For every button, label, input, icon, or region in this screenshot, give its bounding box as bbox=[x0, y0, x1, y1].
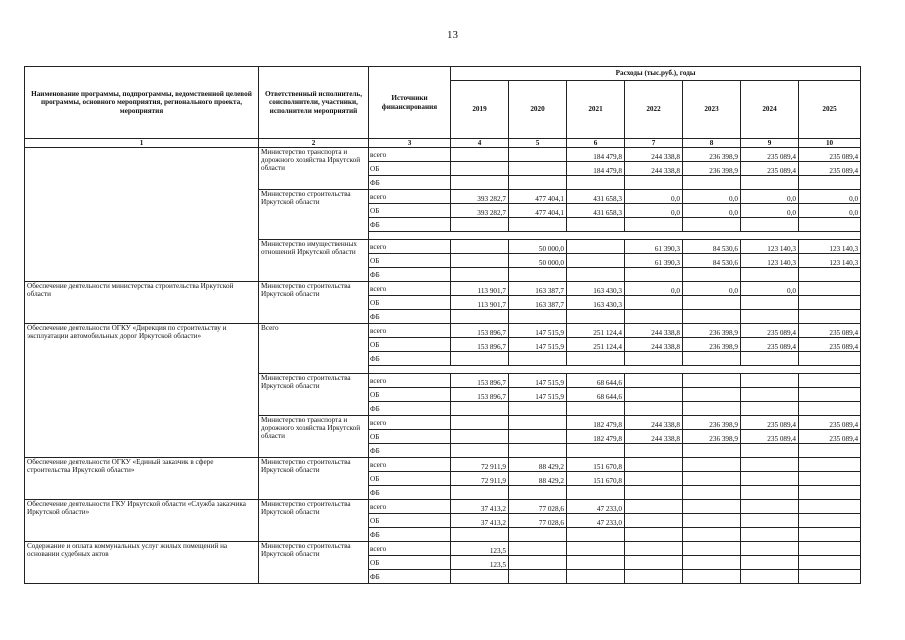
funding-source: ФБ bbox=[369, 310, 451, 324]
value-cell: 153 896,7 bbox=[451, 388, 509, 402]
value-cell bbox=[683, 570, 741, 584]
funding-source: всего bbox=[369, 416, 451, 430]
value-cell bbox=[625, 570, 683, 584]
value-cell: 235 089,4 bbox=[741, 430, 799, 444]
value-cell: 236 398,9 bbox=[683, 338, 741, 352]
table-row bbox=[25, 500, 861, 514]
measure-name: Обеспечение деятельности ГКУ Иркутской области «Служба заказчика Иркутской области» bbox=[25, 500, 259, 542]
value-cell bbox=[567, 528, 625, 542]
funding-source: ФБ bbox=[369, 486, 451, 500]
value-cell bbox=[451, 148, 509, 162]
value-cell bbox=[625, 296, 683, 310]
funding-source: ОБ bbox=[369, 254, 451, 268]
value-cell bbox=[451, 402, 509, 416]
value-cell bbox=[625, 388, 683, 402]
page-number: 13 bbox=[447, 29, 458, 41]
column-number: 2 bbox=[259, 139, 369, 148]
value-cell: 235 089,4 bbox=[799, 162, 861, 176]
value-cell bbox=[683, 310, 741, 324]
value-cell bbox=[509, 162, 567, 176]
funding-source: всего bbox=[369, 500, 451, 514]
header-executor: Ответственный исполнитель, соисполнители, участники, исполнители мероприятий bbox=[259, 67, 369, 139]
funding-source: всего bbox=[369, 458, 451, 472]
funding-source: ОБ bbox=[369, 162, 451, 176]
value-cell bbox=[683, 296, 741, 310]
value-cell: 182 479,8 bbox=[567, 430, 625, 444]
value-cell bbox=[451, 352, 509, 366]
value-cell bbox=[509, 218, 567, 232]
executor-name: Министерство строительства Иркутской области bbox=[259, 374, 369, 416]
value-cell bbox=[567, 542, 625, 556]
value-cell bbox=[451, 416, 509, 430]
value-cell bbox=[451, 268, 509, 282]
funding-source: всего bbox=[369, 542, 451, 556]
value-cell: 251 124,4 bbox=[567, 324, 625, 338]
value-cell: 147 515,9 bbox=[509, 338, 567, 352]
value-cell: 0,0 bbox=[741, 282, 799, 296]
value-cell bbox=[567, 402, 625, 416]
value-cell: 151 670,8 bbox=[567, 458, 625, 472]
header-year: 2022 bbox=[625, 81, 683, 139]
value-cell: 37 413,2 bbox=[451, 514, 509, 528]
value-cell: 236 398,9 bbox=[683, 430, 741, 444]
table-row bbox=[25, 324, 861, 338]
value-cell bbox=[683, 542, 741, 556]
value-cell bbox=[567, 218, 625, 232]
value-cell bbox=[799, 556, 861, 570]
value-cell: 0,0 bbox=[799, 190, 861, 204]
measure-name: Обеспечение деятельности ОГКУ «Дирекция по строительству и эксплуатации автомобильных дорог Иркутской области» bbox=[25, 324, 259, 458]
funding-source: ФБ bbox=[369, 268, 451, 282]
value-cell bbox=[683, 500, 741, 514]
funding-source: ОБ bbox=[369, 430, 451, 444]
column-number: 7 bbox=[625, 139, 683, 148]
value-cell bbox=[683, 388, 741, 402]
value-cell: 0,0 bbox=[683, 204, 741, 218]
header-year: 2019 bbox=[451, 81, 509, 139]
value-cell: 0,0 bbox=[741, 190, 799, 204]
value-cell bbox=[625, 310, 683, 324]
value-cell bbox=[799, 500, 861, 514]
value-cell: 68 644,6 bbox=[567, 374, 625, 388]
spacer-cell bbox=[369, 232, 861, 240]
value-cell bbox=[509, 486, 567, 500]
value-cell: 244 338,8 bbox=[625, 416, 683, 430]
value-cell: 77 028,6 bbox=[509, 500, 567, 514]
value-cell bbox=[625, 176, 683, 190]
value-cell: 184 479,8 bbox=[567, 162, 625, 176]
value-cell: 244 338,8 bbox=[625, 148, 683, 162]
column-number: 4 bbox=[451, 139, 509, 148]
value-cell bbox=[567, 254, 625, 268]
value-cell: 47 233,0 bbox=[567, 514, 625, 528]
table-row bbox=[25, 148, 861, 162]
value-cell bbox=[683, 458, 741, 472]
value-cell: 0,0 bbox=[625, 204, 683, 218]
value-cell: 251 124,4 bbox=[567, 338, 625, 352]
funding-source: всего bbox=[369, 374, 451, 388]
value-cell: 236 398,9 bbox=[683, 416, 741, 430]
value-cell bbox=[451, 310, 509, 324]
value-cell: 431 658,3 bbox=[567, 204, 625, 218]
value-cell bbox=[741, 486, 799, 500]
value-cell bbox=[799, 402, 861, 416]
value-cell bbox=[799, 444, 861, 458]
value-cell: 50 000,0 bbox=[509, 254, 567, 268]
executor-name: Всего bbox=[259, 324, 369, 374]
value-cell bbox=[509, 402, 567, 416]
table-row bbox=[25, 458, 861, 472]
value-cell: 68 644,6 bbox=[567, 388, 625, 402]
value-cell: 236 398,9 bbox=[683, 324, 741, 338]
value-cell bbox=[625, 528, 683, 542]
value-cell bbox=[741, 352, 799, 366]
measure-name: Обеспечение деятельности ОГКУ «Единый заказчик в сфере строительства Иркутской области» bbox=[25, 458, 259, 500]
value-cell: 37 413,2 bbox=[451, 500, 509, 514]
value-cell: 88 429,2 bbox=[509, 458, 567, 472]
value-cell bbox=[741, 402, 799, 416]
value-cell bbox=[625, 268, 683, 282]
value-cell: 244 338,8 bbox=[625, 430, 683, 444]
value-cell bbox=[741, 296, 799, 310]
value-cell: 235 089,4 bbox=[741, 162, 799, 176]
value-cell bbox=[509, 268, 567, 282]
value-cell bbox=[509, 352, 567, 366]
value-cell bbox=[741, 374, 799, 388]
value-cell: 72 911,9 bbox=[451, 458, 509, 472]
value-cell: 235 089,4 bbox=[799, 338, 861, 352]
header-year: 2025 bbox=[799, 81, 861, 139]
value-cell bbox=[567, 176, 625, 190]
value-cell: 147 515,9 bbox=[509, 374, 567, 388]
value-cell bbox=[625, 500, 683, 514]
funding-source: ОБ bbox=[369, 296, 451, 310]
value-cell bbox=[741, 542, 799, 556]
value-cell bbox=[741, 528, 799, 542]
value-cell bbox=[451, 218, 509, 232]
funding-source: ОБ bbox=[369, 204, 451, 218]
value-cell: 235 089,4 bbox=[741, 416, 799, 430]
value-cell: 88 429,2 bbox=[509, 472, 567, 486]
value-cell: 431 658,3 bbox=[567, 190, 625, 204]
value-cell bbox=[509, 528, 567, 542]
value-cell bbox=[509, 416, 567, 430]
value-cell bbox=[451, 176, 509, 190]
funding-source: ФБ bbox=[369, 528, 451, 542]
value-cell bbox=[451, 570, 509, 584]
funding-source: ОБ bbox=[369, 338, 451, 352]
funding-source: ОБ bbox=[369, 472, 451, 486]
value-cell bbox=[683, 218, 741, 232]
value-cell: 153 896,7 bbox=[451, 324, 509, 338]
column-number: 3 bbox=[369, 139, 451, 148]
value-cell: 184 479,8 bbox=[567, 148, 625, 162]
header-program-name: Наименование программы, подпрограммы, ведомственной целевой программы, основного мероприятия, регионального проекта, мероприятия bbox=[25, 67, 259, 139]
value-cell bbox=[567, 268, 625, 282]
value-cell: 61 390,3 bbox=[625, 254, 683, 268]
value-cell bbox=[509, 310, 567, 324]
value-cell bbox=[741, 268, 799, 282]
value-cell: 235 089,4 bbox=[799, 416, 861, 430]
value-cell: 235 089,4 bbox=[799, 148, 861, 162]
value-cell bbox=[799, 374, 861, 388]
column-number: 1 bbox=[25, 139, 259, 148]
value-cell bbox=[799, 514, 861, 528]
funding-source: ОБ bbox=[369, 388, 451, 402]
value-cell bbox=[683, 352, 741, 366]
executor-name: Министерство транспорта и дорожного хозяйства Иркутской области bbox=[259, 148, 369, 190]
measure-name bbox=[25, 148, 259, 282]
value-cell bbox=[683, 402, 741, 416]
value-cell bbox=[625, 444, 683, 458]
value-cell: 0,0 bbox=[625, 190, 683, 204]
funding-source: всего bbox=[369, 282, 451, 296]
funding-source: ФБ bbox=[369, 570, 451, 584]
value-cell bbox=[451, 162, 509, 176]
header-expenses: Расходы (тыс.руб.), годы bbox=[451, 67, 861, 81]
value-cell bbox=[741, 500, 799, 514]
value-cell: 147 515,9 bbox=[509, 388, 567, 402]
value-cell bbox=[567, 444, 625, 458]
value-cell bbox=[799, 310, 861, 324]
value-cell bbox=[799, 486, 861, 500]
value-cell: 151 670,8 bbox=[567, 472, 625, 486]
value-cell bbox=[567, 556, 625, 570]
value-cell bbox=[683, 472, 741, 486]
value-cell bbox=[799, 268, 861, 282]
value-cell bbox=[451, 240, 509, 254]
value-cell: 182 479,8 bbox=[567, 416, 625, 430]
value-cell: 477 404,1 bbox=[509, 190, 567, 204]
value-cell bbox=[683, 528, 741, 542]
value-cell: 123 140,3 bbox=[741, 240, 799, 254]
funding-source: ФБ bbox=[369, 218, 451, 232]
value-cell: 123 140,3 bbox=[741, 254, 799, 268]
value-cell: 235 089,4 bbox=[799, 430, 861, 444]
table-row bbox=[25, 542, 861, 556]
value-cell bbox=[625, 514, 683, 528]
funding-source: ОБ bbox=[369, 556, 451, 570]
value-cell: 236 398,9 bbox=[683, 148, 741, 162]
value-cell bbox=[625, 486, 683, 500]
value-cell bbox=[451, 430, 509, 444]
value-cell bbox=[625, 472, 683, 486]
value-cell: 153 896,7 bbox=[451, 338, 509, 352]
value-cell bbox=[509, 148, 567, 162]
value-cell: 393 282,7 bbox=[451, 204, 509, 218]
value-cell bbox=[741, 176, 799, 190]
value-cell bbox=[509, 570, 567, 584]
value-cell: 163 387,7 bbox=[509, 282, 567, 296]
funding-source: ФБ bbox=[369, 176, 451, 190]
value-cell: 72 911,9 bbox=[451, 472, 509, 486]
value-cell bbox=[799, 542, 861, 556]
value-cell bbox=[567, 352, 625, 366]
column-number: 6 bbox=[567, 139, 625, 148]
value-cell: 84 530,6 bbox=[683, 240, 741, 254]
value-cell: 147 515,9 bbox=[509, 324, 567, 338]
executor-name: Министерство строительства Иркутской области bbox=[259, 282, 369, 324]
value-cell bbox=[683, 374, 741, 388]
value-cell: 393 282,7 bbox=[451, 190, 509, 204]
value-cell: 0,0 bbox=[799, 204, 861, 218]
executor-name: Министерство строительства Иркутской области bbox=[259, 190, 369, 240]
value-cell: 77 028,6 bbox=[509, 514, 567, 528]
value-cell bbox=[799, 570, 861, 584]
value-cell bbox=[625, 458, 683, 472]
value-cell bbox=[567, 310, 625, 324]
value-cell bbox=[625, 218, 683, 232]
value-cell: 123 140,3 bbox=[799, 254, 861, 268]
value-cell: 235 089,4 bbox=[741, 324, 799, 338]
value-cell: 61 390,3 bbox=[625, 240, 683, 254]
value-cell bbox=[567, 240, 625, 254]
column-number: 9 bbox=[741, 139, 799, 148]
value-cell: 0,0 bbox=[683, 190, 741, 204]
value-cell: 47 233,0 bbox=[567, 500, 625, 514]
value-cell: 235 089,4 bbox=[741, 148, 799, 162]
value-cell bbox=[799, 176, 861, 190]
value-cell bbox=[451, 444, 509, 458]
value-cell bbox=[683, 556, 741, 570]
value-cell: 244 338,8 bbox=[625, 324, 683, 338]
value-cell: 235 089,4 bbox=[741, 338, 799, 352]
funding-source: ОБ bbox=[369, 514, 451, 528]
value-cell bbox=[683, 176, 741, 190]
budget-table bbox=[24, 66, 861, 584]
executor-name: Министерство транспорта и дорожного хозяйства Иркутской области bbox=[259, 416, 369, 458]
value-cell: 123,5 bbox=[451, 542, 509, 556]
column-number: 10 bbox=[799, 139, 861, 148]
value-cell bbox=[799, 282, 861, 296]
value-cell bbox=[683, 486, 741, 500]
header-year: 2024 bbox=[741, 81, 799, 139]
value-cell: 163 430,3 bbox=[567, 296, 625, 310]
executor-name: Министерство строительства Иркутской области bbox=[259, 542, 369, 584]
value-cell: 477 404,1 bbox=[509, 204, 567, 218]
value-cell bbox=[509, 444, 567, 458]
funding-source: ФБ bbox=[369, 444, 451, 458]
value-cell bbox=[741, 388, 799, 402]
header-year: 2021 bbox=[567, 81, 625, 139]
value-cell bbox=[625, 542, 683, 556]
value-cell bbox=[741, 218, 799, 232]
value-cell: 163 430,3 bbox=[567, 282, 625, 296]
value-cell: 113 901,7 bbox=[451, 282, 509, 296]
value-cell: 0,0 bbox=[683, 282, 741, 296]
table-row bbox=[25, 282, 861, 296]
value-cell bbox=[799, 352, 861, 366]
funding-source: всего bbox=[369, 324, 451, 338]
value-cell: 123 140,3 bbox=[799, 240, 861, 254]
value-cell: 153 896,7 bbox=[451, 374, 509, 388]
value-cell bbox=[799, 528, 861, 542]
value-cell: 236 398,9 bbox=[683, 162, 741, 176]
executor-name: Министерство имущественных отношений Иркутской области bbox=[259, 240, 369, 282]
value-cell: 235 089,4 bbox=[799, 324, 861, 338]
value-cell: 50 000,0 bbox=[509, 240, 567, 254]
value-cell: 244 338,8 bbox=[625, 162, 683, 176]
value-cell bbox=[683, 444, 741, 458]
spacer-cell bbox=[369, 366, 861, 374]
value-cell bbox=[799, 296, 861, 310]
executor-name: Министерство строительства Иркутской области bbox=[259, 500, 369, 542]
header-year: 2020 bbox=[509, 81, 567, 139]
value-cell bbox=[741, 310, 799, 324]
measure-name: Содержание и оплата коммунальных услуг жилых помещений на основании судебных актов bbox=[25, 542, 259, 584]
value-cell bbox=[683, 268, 741, 282]
value-cell bbox=[625, 352, 683, 366]
value-cell bbox=[451, 254, 509, 268]
value-cell bbox=[509, 556, 567, 570]
funding-source: ФБ bbox=[369, 402, 451, 416]
value-cell bbox=[451, 486, 509, 500]
funding-source: всего bbox=[369, 148, 451, 162]
executor-name: Министерство строительства Иркутской области bbox=[259, 458, 369, 500]
value-cell bbox=[509, 430, 567, 444]
value-cell bbox=[625, 556, 683, 570]
value-cell bbox=[799, 458, 861, 472]
value-cell bbox=[625, 374, 683, 388]
funding-source: всего bbox=[369, 190, 451, 204]
value-cell: 0,0 bbox=[625, 282, 683, 296]
value-cell: 113 901,7 bbox=[451, 296, 509, 310]
value-cell: 0,0 bbox=[741, 204, 799, 218]
value-cell bbox=[799, 388, 861, 402]
value-cell bbox=[799, 472, 861, 486]
column-number: 5 bbox=[509, 139, 567, 148]
value-cell: 84 530,6 bbox=[683, 254, 741, 268]
value-cell bbox=[509, 176, 567, 190]
header-funding-source: Источники финансирования bbox=[369, 67, 451, 139]
header-year: 2023 bbox=[683, 81, 741, 139]
column-number: 8 bbox=[683, 139, 741, 148]
value-cell bbox=[451, 528, 509, 542]
value-cell: 123,5 bbox=[451, 556, 509, 570]
value-cell bbox=[741, 556, 799, 570]
value-cell bbox=[741, 570, 799, 584]
value-cell bbox=[741, 514, 799, 528]
funding-source: ФБ bbox=[369, 352, 451, 366]
funding-source: всего bbox=[369, 240, 451, 254]
value-cell bbox=[741, 444, 799, 458]
value-cell: 244 338,8 bbox=[625, 338, 683, 352]
value-cell bbox=[509, 542, 567, 556]
value-cell bbox=[567, 486, 625, 500]
value-cell bbox=[799, 218, 861, 232]
value-cell bbox=[567, 570, 625, 584]
measure-name: Обеспечение деятельности министерства строительства Иркутской области bbox=[25, 282, 259, 324]
value-cell bbox=[683, 514, 741, 528]
value-cell bbox=[741, 458, 799, 472]
value-cell bbox=[625, 402, 683, 416]
value-cell bbox=[741, 472, 799, 486]
value-cell: 163 387,7 bbox=[509, 296, 567, 310]
